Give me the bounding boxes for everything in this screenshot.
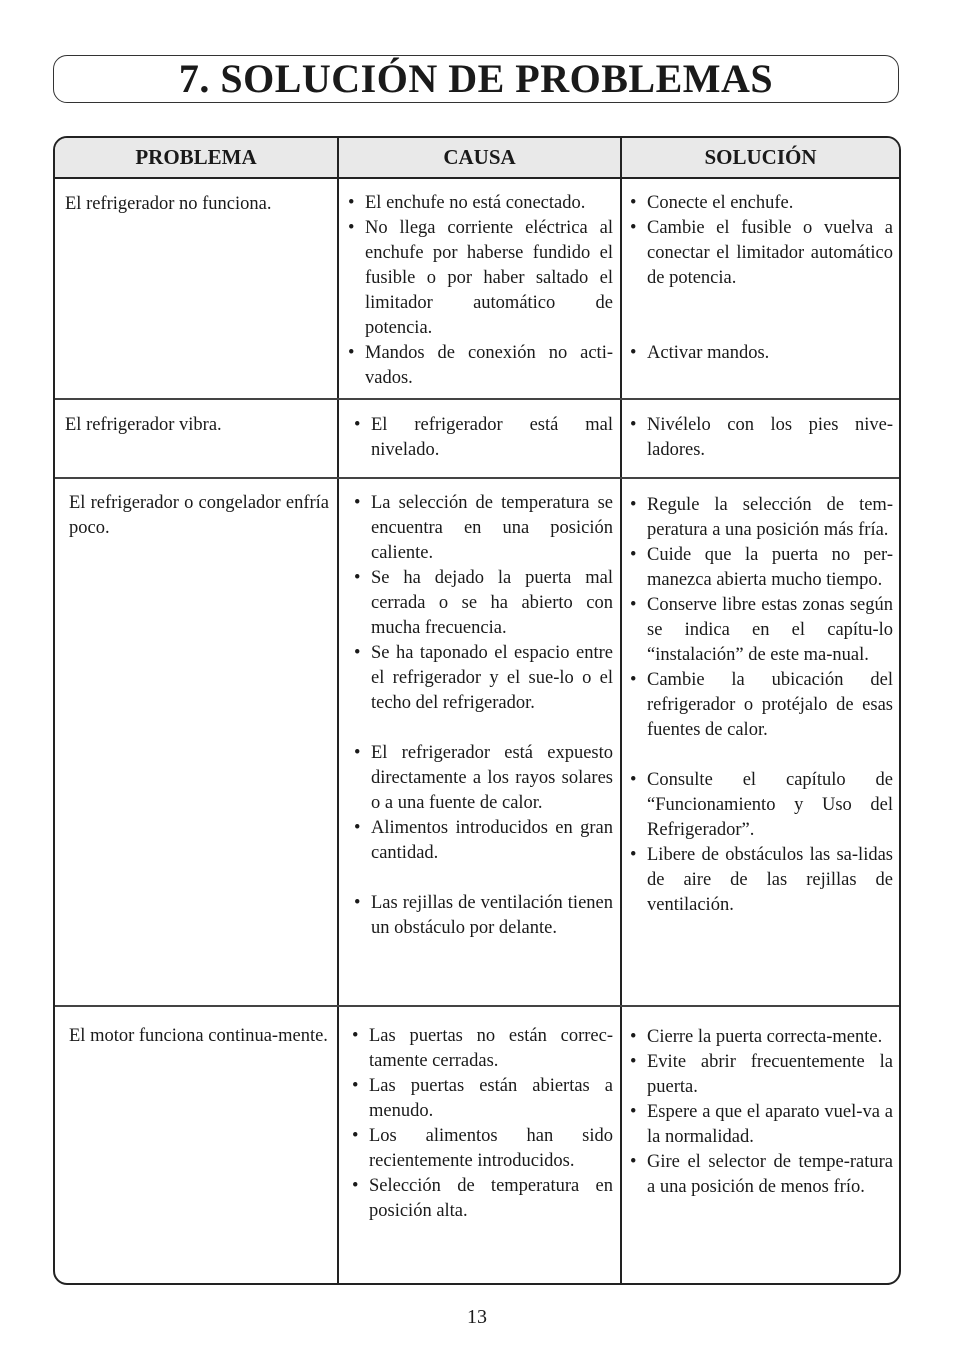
list-item: • El refrigerador está mal nivelado. bbox=[351, 413, 613, 463]
table-row-causes bbox=[349, 1024, 613, 1224]
list-item: • Consulte el capítulo de “Funcionamiento y Uso del Refrigerador”. bbox=[627, 768, 893, 843]
table-row-causes bbox=[345, 191, 613, 391]
table-row-causes bbox=[351, 491, 613, 941]
list-item: • Las rejillas de ventilación tienen un obstáculo por delante. bbox=[351, 891, 613, 941]
list-item: • Conserve libre estas zonas según se indica en el capítu-lo “instalación” de este ma-nual. bbox=[627, 593, 893, 668]
table-row-problem: El motor funciona continua-mente. bbox=[69, 1026, 328, 1046]
list-item: • Cierre la puerta correcta-mente. bbox=[627, 1025, 893, 1050]
table-row-problem: El refrigerador no funciona. bbox=[65, 194, 272, 214]
list-item: • Nivélelo con los pies nive-ladores. bbox=[627, 413, 893, 463]
table-row-solutions bbox=[627, 191, 893, 366]
table-row-causes bbox=[351, 413, 613, 463]
list-item: • Activar mandos. bbox=[627, 341, 893, 366]
list-item: • Mandos de conexión no acti-vados. bbox=[345, 341, 613, 391]
table-row-solutions bbox=[627, 493, 893, 918]
table-row-problem: El refrigerador o congelador enfría poco. bbox=[69, 493, 329, 538]
row-divider bbox=[55, 1005, 899, 1007]
list-item: • Los alimentos han sido recientemente introducidos. bbox=[349, 1124, 613, 1174]
list-item: • No llega corriente eléctrica al enchufe por haberse fundido el fusible o por haber saltado el limitador automático de potencia. bbox=[345, 216, 613, 341]
header-causa: CAUSA bbox=[443, 145, 516, 169]
list-item: • Gire el selector de tempe-ratura a una posición de menos frío. bbox=[627, 1150, 893, 1200]
list-item: • Las puertas no están correc-tamente cerradas. bbox=[349, 1024, 613, 1074]
header-problema: PROBLEMA bbox=[135, 145, 257, 169]
list-item: • El refrigerador está expuesto directamente a los rayos solares o a una fuente de calor. bbox=[351, 741, 613, 816]
list-item: • Selección de temperatura en posición alta. bbox=[349, 1174, 613, 1224]
list-item: • La selección de temperatura se encuentra en una posición caliente. bbox=[351, 491, 613, 566]
list-item: • El enchufe no está conectado. bbox=[345, 191, 613, 216]
list-item: • Alimentos introducidos en gran cantidad. bbox=[351, 816, 613, 866]
header-solucion: SOLUCIÓN bbox=[704, 145, 817, 169]
list-item: • Evite abrir frecuentemente la puerta. bbox=[627, 1050, 893, 1100]
list-item: • Libere de obstáculos las sa-lidas de aire de las rejillas de ventilación. bbox=[627, 843, 893, 918]
list-item: • Cambie el fusible o vuelva a conectar el limitador automático de potencia. bbox=[627, 216, 893, 291]
list-item: • Espere a que el aparato vuel-va a la normalidad. bbox=[627, 1100, 893, 1150]
title-box bbox=[53, 55, 899, 103]
column-divider bbox=[337, 138, 339, 1283]
list-item: • Cambie la ubicación del refrigerador o protéjalo de esas fuentes de calor. bbox=[627, 668, 893, 743]
list-item: • Se ha dejado la puerta mal cerrada o se ha abierto con mucha frecuencia. bbox=[351, 566, 613, 641]
table-row-problem: El refrigerador vibra. bbox=[65, 415, 222, 435]
row-divider bbox=[55, 477, 899, 479]
list-item: • Cuide que la puerta no per-manezca abierta mucho tiempo. bbox=[627, 543, 893, 593]
row-divider bbox=[55, 398, 899, 400]
list-item: • Se ha taponado el espacio entre el refrigerador y el sue-lo o el techo del refrigerador. bbox=[351, 641, 613, 716]
table-header-row bbox=[55, 138, 899, 179]
list-item: • Las puertas están abiertas a menudo. bbox=[349, 1074, 613, 1124]
list-item: • Regule la selección de tem-peratura a una posición más fría. bbox=[627, 493, 893, 543]
column-divider bbox=[620, 138, 622, 1283]
table-row-solutions bbox=[627, 413, 893, 463]
troubleshooting-table bbox=[53, 136, 901, 1285]
table-row-solutions bbox=[627, 1025, 893, 1200]
page-title: 7. SOLUCIÓN DE PROBLEMAS bbox=[178, 56, 774, 101]
list-item: • Conecte el enchufe. bbox=[627, 191, 893, 216]
page-number: 13 bbox=[467, 1306, 487, 1328]
